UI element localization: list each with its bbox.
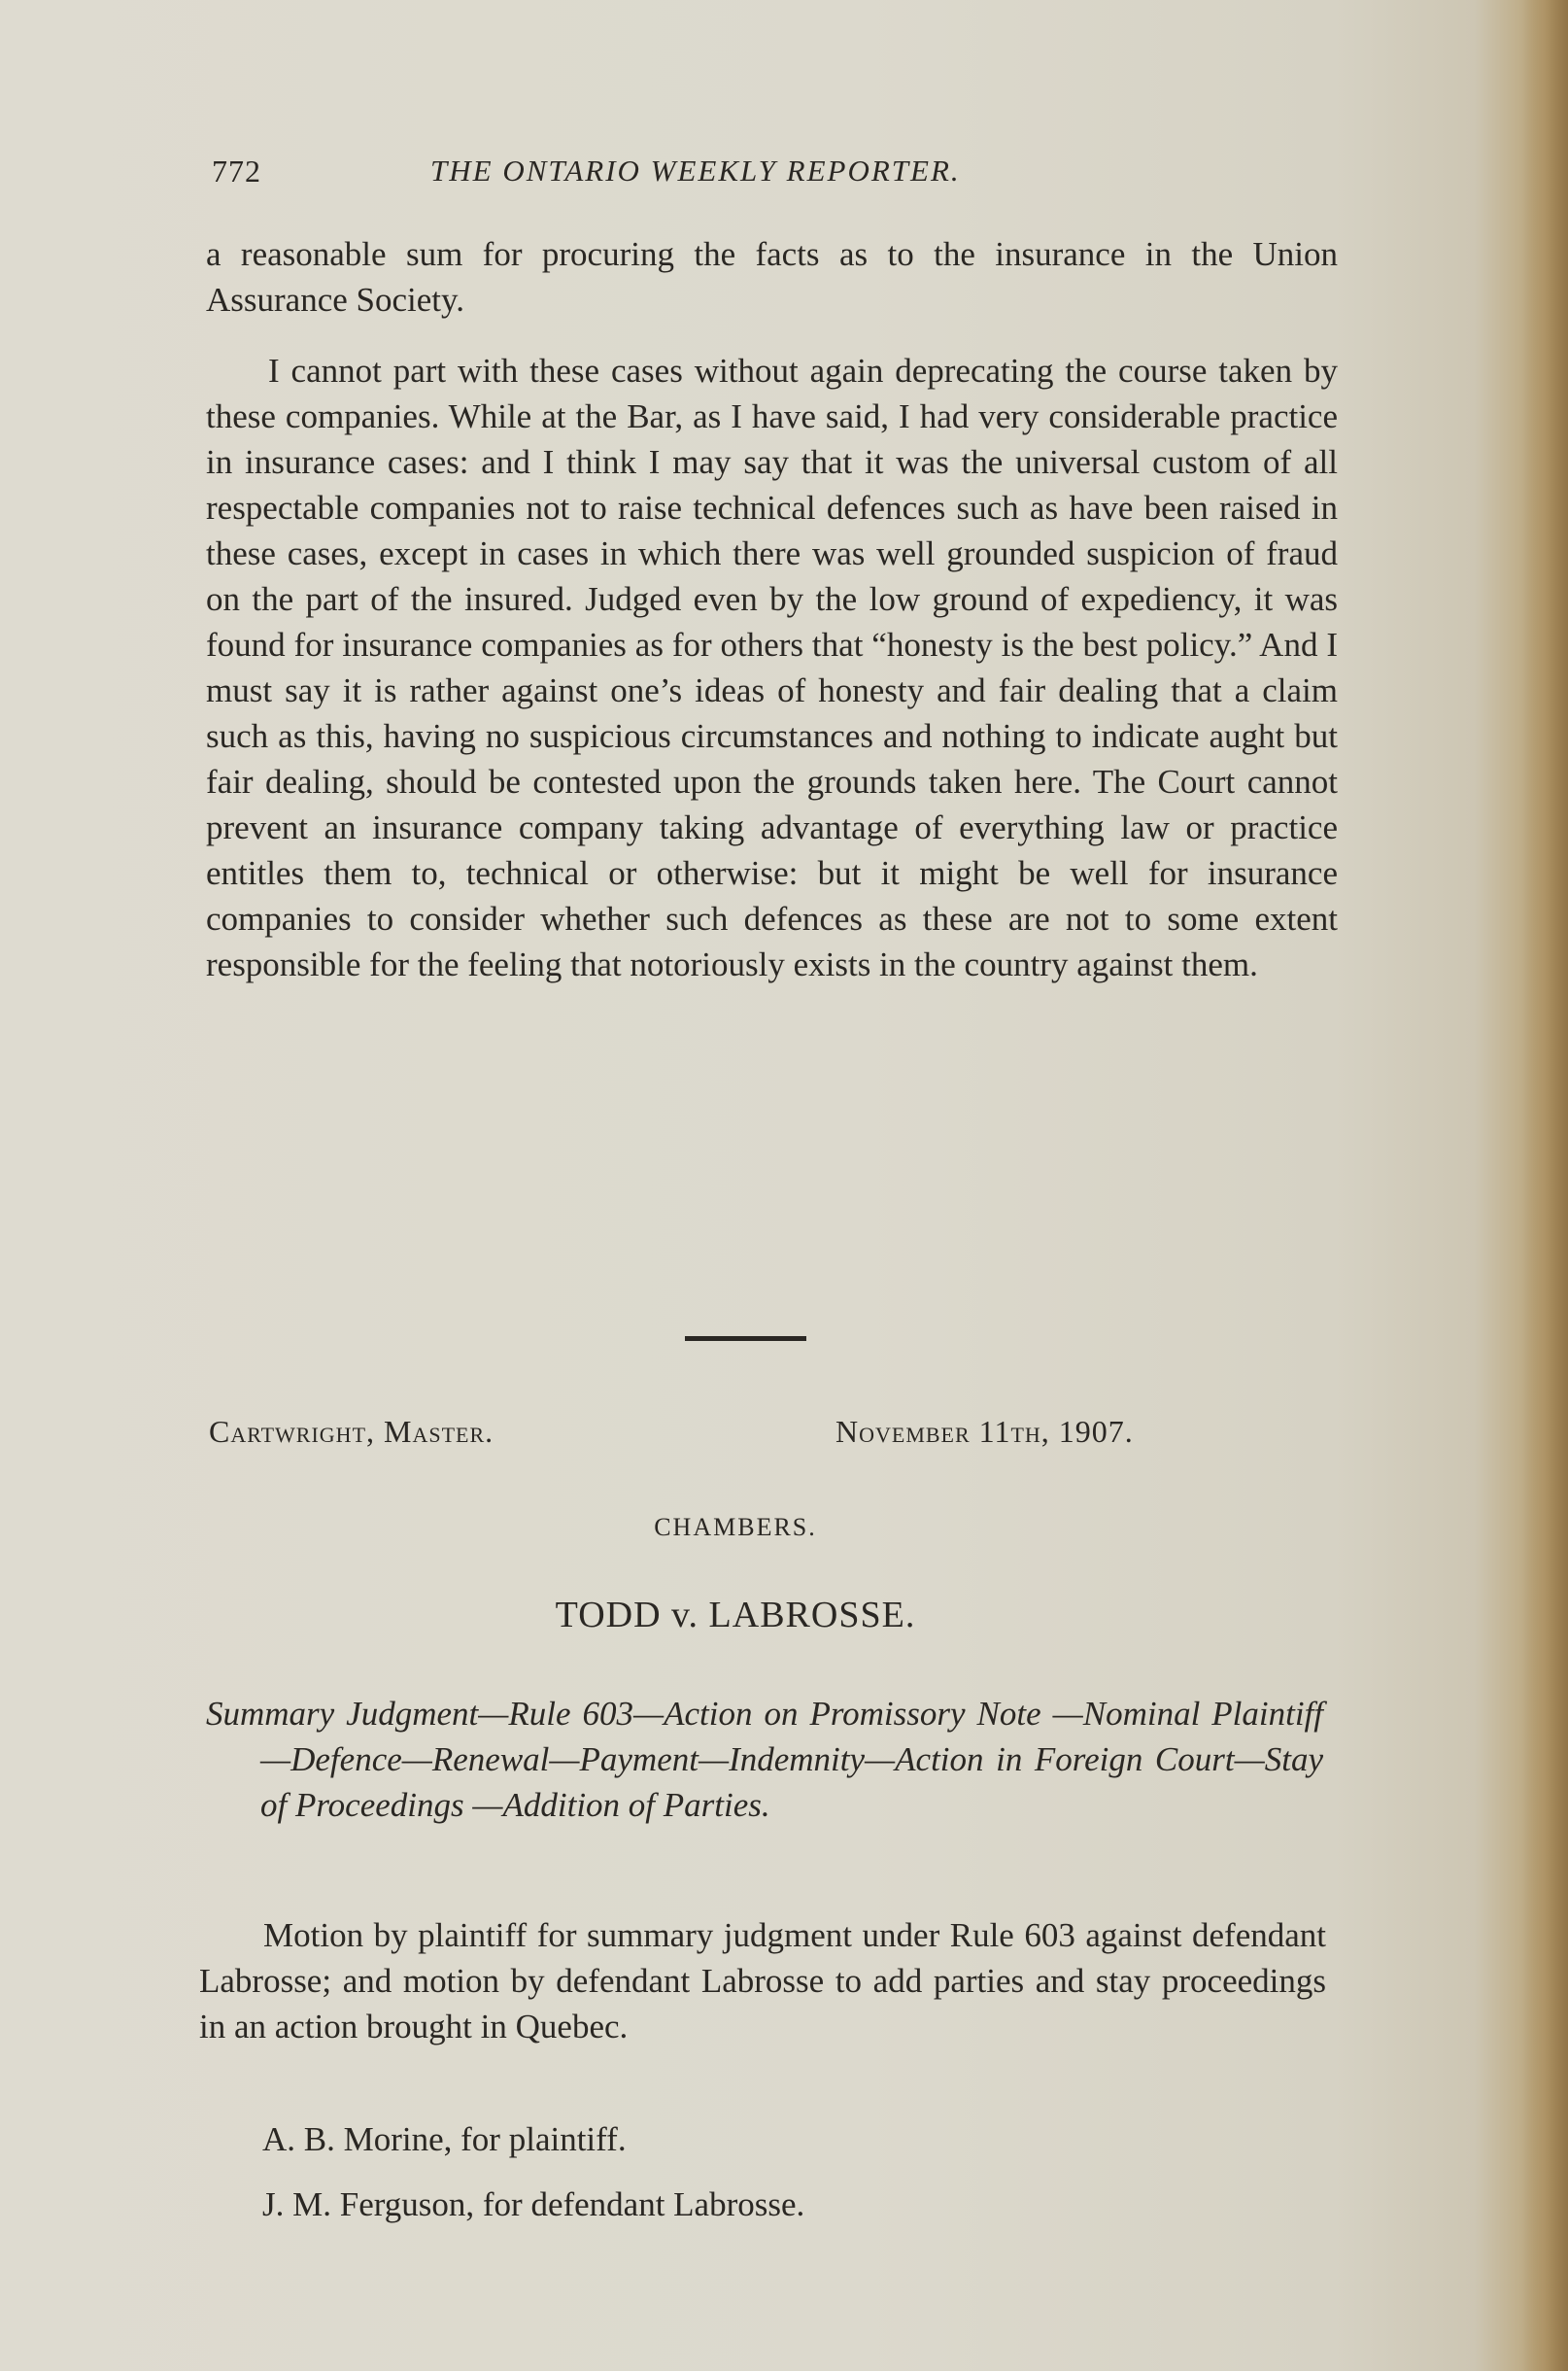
counsel-defendant: J. M. Ferguson, for defendant Labrosse. xyxy=(262,2185,805,2223)
judgment-text xyxy=(206,231,1338,987)
court-name: CHAMBERS. xyxy=(654,1513,817,1541)
decision-date: November 11th, 1907. xyxy=(835,1414,1134,1449)
judge-name: Cartwright, Master. xyxy=(209,1414,494,1449)
page-header xyxy=(212,154,1329,196)
page-number: 772 xyxy=(212,154,261,189)
page-binding-shadow xyxy=(1521,0,1568,2371)
section-divider xyxy=(685,1336,806,1341)
counsel-plaintiff: A. B. Morine, for plaintiff. xyxy=(262,2120,627,2158)
running-head: THE ONTARIO WEEKLY REPORTER. xyxy=(430,154,961,188)
continuation-paragraph: a reasonable sum for procuring the facts as to the insurance in the Union Assurance Society. xyxy=(206,235,1338,319)
closing-paragraph: I cannot part with these cases without again deprecating the course taken by these companies. While at the Bar, as I have said, I had very considerable practice in insurance cases: and I think I may say that it was the universal custom of all respectable companies not to raise technical defences such as have been raised in these cases, except in cases in which there was well grounded suspicion of fraud on the part of the insured. Judged even by the low ground of expediency, it was found for insurance companies as for others that “honesty is the best policy.” And I must say it is rather against one’s ideas of honesty and fair dealing that a claim such as this, having no suspicious circumstances and nothing to indicate aught but fair dealing, should be contested upon the grounds taken here. The Court cannot prevent an insurance company taking advantage of everything law or practice entitles them to, technical or otherwise: but it might be well for insurance companies to consider whether such defences as these are not to some extent responsible for the feeling that notoriously exists in the country against them. xyxy=(206,352,1338,983)
judge-date-line xyxy=(209,1414,1326,1457)
headnote: Summary Judgment—Rule 603—Action on Promissory Note —Nominal Plaintiff—Defence—Renewal—Payment—Indemnity—Action in Foreign Court—Stay of Proceedings —Addition of Parties. xyxy=(206,1695,1323,1824)
case-title: TODD v. LABROSSE. xyxy=(555,1595,916,1635)
motion-paragraph: Motion by plaintiff for summary judgment under Rule 603 against defendant Labrosse; and motion by defendant Labrosse to add parties and stay proceedings in an action brought in Quebec. xyxy=(199,1916,1326,2045)
